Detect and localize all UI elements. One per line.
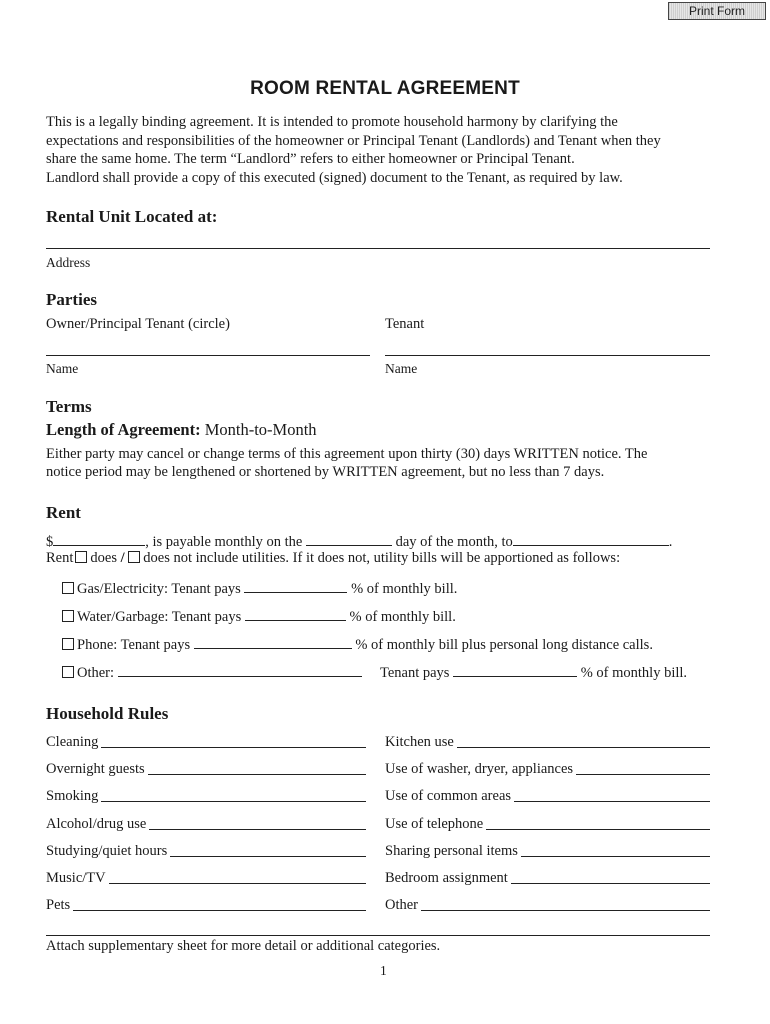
day-of-month-text: day of the month, to <box>395 534 513 550</box>
rent-amount-row <box>46 532 672 551</box>
rule-right-label: Use of telephone <box>385 816 484 832</box>
other-tenant-pays <box>380 663 687 682</box>
terms-heading: Terms <box>46 397 92 416</box>
rule-left-row <box>46 788 366 805</box>
rule-left-label: Studying/quiet hours <box>46 843 168 859</box>
slash: / <box>120 550 125 566</box>
water-suffix: % of monthly bill. <box>349 609 456 625</box>
rule-left-field[interactable] <box>170 843 366 857</box>
tenant-name-label: Name <box>385 361 418 376</box>
length-label: Length of Agreement: <box>46 420 201 439</box>
utility-row-other <box>62 663 362 682</box>
rent-heading: Rent <box>46 503 81 522</box>
intro-line: share the same home. The term “Landlord” refers to either homeowner or Principal Tenant. <box>46 151 575 168</box>
rule-right-label: Bedroom assignment <box>385 870 508 886</box>
rule-right-row <box>385 761 710 778</box>
attach-note: Attach supplementary sheet for more detail or additional categories. <box>46 938 441 954</box>
rule-left-row <box>46 761 366 778</box>
does-checkbox[interactable] <box>75 551 87 563</box>
utility-row-gas <box>62 579 457 598</box>
rule-right-field[interactable] <box>421 897 710 911</box>
gas-checkbox[interactable] <box>62 582 74 594</box>
rule-left-field[interactable] <box>101 734 366 748</box>
rule-right-field[interactable] <box>457 734 710 748</box>
parties-heading: Parties <box>46 290 97 309</box>
rule-right-row <box>385 843 710 860</box>
intro-line: This is a legally binding agreement. It is intended to promote household harmony by clarifying the <box>46 114 618 130</box>
owner-label: Owner/Principal Tenant (circle) <box>46 316 230 332</box>
rule-right-row <box>385 734 710 751</box>
rent-day-field[interactable] <box>306 532 392 546</box>
rule-right-label: Kitchen use <box>385 734 454 750</box>
rule-left-row <box>46 870 366 887</box>
supplementary-line[interactable] <box>46 935 710 936</box>
rule-left-row <box>46 734 366 751</box>
rule-left-row <box>46 897 366 914</box>
rule-right-label: Use of washer, dryer, appliances <box>385 761 574 777</box>
other-utility-field[interactable] <box>118 663 362 677</box>
utility-row-water <box>62 607 456 626</box>
intro-line: Landlord shall provide a copy of this executed (signed) document to the Tenant, as required by law. <box>46 169 623 186</box>
rule-left-row <box>46 843 366 860</box>
rule-right-field[interactable] <box>521 843 710 857</box>
rule-left-field[interactable] <box>101 788 366 802</box>
rule-left-label: Cleaning <box>46 734 99 750</box>
length-of-agreement <box>46 420 317 440</box>
rule-right-field[interactable] <box>514 788 710 802</box>
notice-line: Either party may cancel or change terms of this agreement upon thirty (30) days WRITTEN notice. The <box>46 446 648 462</box>
rule-left-field[interactable] <box>73 897 366 911</box>
rule-left-field[interactable] <box>109 870 366 884</box>
gas-label: Gas/Electricity: Tenant pays <box>77 581 241 597</box>
rule-left-row <box>46 816 366 833</box>
rule-right-row <box>385 897 710 914</box>
owner-name-field[interactable] <box>46 355 370 356</box>
period: . <box>668 534 673 550</box>
tenant-label: Tenant <box>385 316 425 332</box>
does-label: does <box>90 550 117 566</box>
phone-checkbox[interactable] <box>62 638 74 650</box>
owner-name-label: Name <box>46 361 79 376</box>
rule-right-row <box>385 870 710 887</box>
rule-left-label: Alcohol/drug use <box>46 816 147 832</box>
rule-left-field[interactable] <box>149 816 366 830</box>
other-suffix: % of monthly bill. <box>580 665 688 681</box>
rule-right-label: Use of common areas <box>385 788 512 804</box>
document-title: ROOM RENTAL AGREEMENT <box>250 78 520 99</box>
rent-word: Rent <box>46 550 74 566</box>
rule-right-label: Other <box>385 897 419 913</box>
utilities-included-row <box>46 550 620 567</box>
rule-left-label: Overnight guests <box>46 761 145 777</box>
dollar-sign: $ <box>46 534 54 550</box>
intro-paragraph <box>46 113 736 187</box>
phone-suffix: % of monthly bill plus personal long distance calls. <box>355 637 653 653</box>
rule-right-label: Sharing personal items <box>385 843 518 859</box>
does-not-checkbox[interactable] <box>128 551 140 563</box>
rule-right-field[interactable] <box>576 761 710 775</box>
rule-right-field[interactable] <box>511 870 710 884</box>
page-number: 1 <box>380 963 387 978</box>
does-not-label: does not include utilities. If it does not, utility bills will be apportioned as follows: <box>143 550 621 566</box>
other-checkbox[interactable] <box>62 666 74 678</box>
utility-row-phone <box>62 635 653 654</box>
other-tenant-pays-label: Tenant pays <box>380 665 450 681</box>
rule-right-field[interactable] <box>486 816 710 830</box>
water-checkbox[interactable] <box>62 610 74 622</box>
print-form-button[interactable]: Print Form <box>668 2 766 20</box>
gas-percent-field[interactable] <box>244 579 347 593</box>
rule-left-label: Pets <box>46 897 71 913</box>
phone-percent-field[interactable] <box>194 635 352 649</box>
address-field[interactable] <box>46 248 710 249</box>
rent-payee-field[interactable] <box>513 532 669 546</box>
notice-line: notice period may be lengthened or shortened by WRITTEN agreement, but no less than 7 days. <box>46 464 605 480</box>
household-rules-heading: Household Rules <box>46 704 169 723</box>
other-label: Other: <box>77 665 115 681</box>
rule-right-row <box>385 788 710 805</box>
water-percent-field[interactable] <box>245 607 346 621</box>
phone-label: Phone: Tenant pays <box>77 637 191 653</box>
rental-unit-heading: Rental Unit Located at: <box>46 207 218 226</box>
intro-line: expectations and responsibilities of the homeowner or Principal Tenant (Landlords) and Tenant when they <box>46 132 661 149</box>
tenant-name-field[interactable] <box>385 355 710 356</box>
other-percent-field[interactable] <box>453 663 577 677</box>
address-label: Address <box>46 255 91 270</box>
water-label: Water/Garbage: Tenant pays <box>77 609 242 625</box>
rent-amount-field[interactable] <box>53 532 145 546</box>
payable-text: , is payable monthly on the <box>145 534 303 550</box>
rule-left-field[interactable] <box>148 761 366 775</box>
rule-left-label: Smoking <box>46 788 99 804</box>
rule-right-row <box>385 816 710 833</box>
gas-suffix: % of monthly bill. <box>351 581 458 597</box>
rule-left-label: Music/TV <box>46 870 106 886</box>
length-value: Month-to-Month <box>204 420 317 439</box>
